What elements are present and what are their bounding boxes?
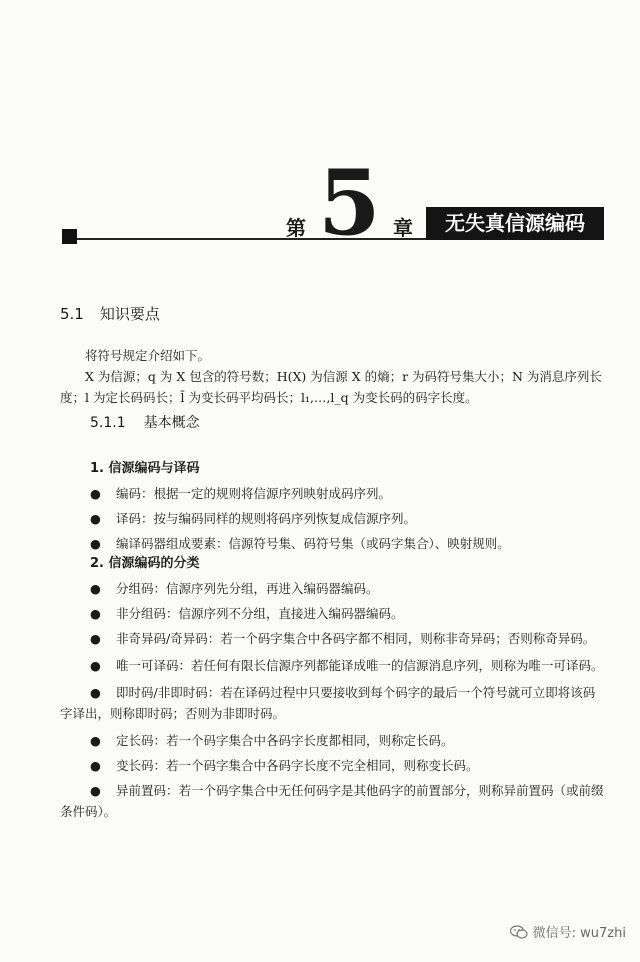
subsection-title: 基本概念 (143, 415, 200, 431)
topic2-list (60, 578, 606, 828)
list-item: ● 变长码：若一个码字集合中各码字长度不完全相同，则称变长码。 (60, 755, 606, 776)
bullet-icon: ● (90, 733, 101, 748)
watermark-text: 微信号: wu7zhi (532, 926, 626, 941)
topic1-list (60, 483, 606, 558)
intro-paragraph (60, 345, 606, 408)
list-item: ● 译码：按与编码同样的规则将码序列恢复成信源序列。 (60, 508, 606, 529)
bullet-icon: ● (90, 486, 101, 501)
section-number: 5.1 (60, 305, 84, 323)
list-item: ● 唯一可译码：若任何有限长信源序列都能译成唯一的信源消息序列，则称为唯一可译码。 (60, 655, 606, 676)
bullet-icon: ● (90, 631, 101, 646)
intro-line: 将符号规定介绍如下。 (85, 348, 211, 363)
section-title: 知识要点 (99, 305, 160, 323)
bullet-icon: ● (90, 511, 101, 526)
bullet-icon: ● (90, 606, 101, 621)
bullet-icon: ● (90, 685, 101, 700)
list-item: ● 编码：根据一定的规则将信源序列映射成码序列。 (60, 483, 606, 504)
list-item: ● 异前置码：若一个码字集合中无任何码字是其他码字的前置部分，则称异前置码（或前缀条件码）。 (60, 780, 606, 822)
chapter-suffix: 章 (393, 216, 413, 240)
chapter-number: 5 (318, 150, 381, 256)
bullet-icon: ● (90, 758, 101, 773)
topic-heading: 1. 信源编码与译码 (90, 461, 200, 476)
wechat-icon (510, 925, 528, 939)
subsection-heading (90, 412, 200, 432)
list-item: ● 定长码：若一个码字集合中各码字长度都相同，则称定长码。 (60, 730, 606, 751)
bullet-icon: ● (90, 581, 101, 596)
chapter-title: 无失真信源编码 (426, 207, 604, 240)
bullet-icon: ● (90, 536, 101, 551)
section-heading (60, 303, 160, 324)
intro-line: X 为信源；q 为 X 包含的符号数；H(X) 为信源 X 的熵；r 为码符号集大小；N 为消息序列长度；l 为定长码码长；l̄ 为变长码平均码长；l₁,…,l_q 为变长码的码字长度。 (60, 369, 602, 405)
list-item: ● 非奇异码/奇异码：若一个码字集合中各码字都不相同，则称非奇异码；否则称奇异码。 (60, 628, 606, 649)
bullet-icon: ● (90, 783, 101, 798)
bullet-icon: ● (90, 658, 101, 673)
list-item: ● 非分组码：信源序列不分组，直接进入编码器编码。 (60, 603, 606, 624)
chapter-marker-square (62, 229, 77, 244)
subsection-number: 5.1.1 (90, 415, 126, 431)
watermark (510, 922, 626, 941)
list-item: ● 编译码器组成要素：信源符号集、码符号集（或码字集合）、映射规则。 (60, 533, 606, 554)
list-item: ● 即时码/非即时码：若在译码过程中只要接收到每个码字的最后一个符号就可立即将该码字译出，则称即时码；否则为非即时码。 (60, 682, 606, 724)
chapter-prefix: 第 (286, 216, 306, 240)
list-item: ● 分组码：信源序列先分组，再进入编码器编码。 (60, 578, 606, 599)
topic-heading: 2. 信源编码的分类 (90, 556, 200, 571)
